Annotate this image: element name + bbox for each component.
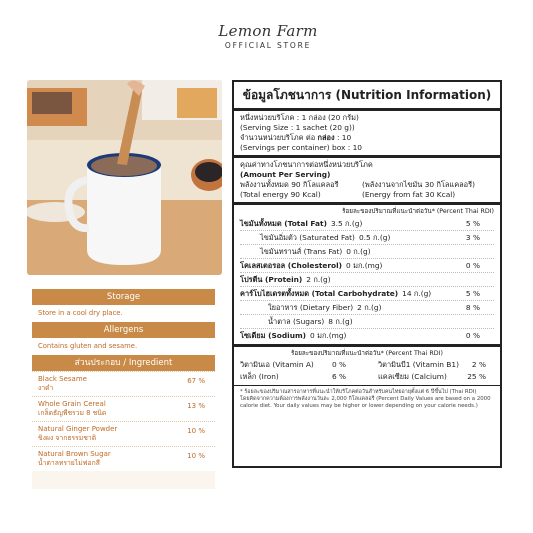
nutrient-label: ใยอาหาร (Dietary Fiber) [268,303,354,312]
footnote-th: * ร้อยละของปริมาณสารอาหารที่แนะนำให้บริโภคต่อวันสำหรับคนไทยอายุตั้งแต่ 6 ปีขึ้นไป (Thai RDI) [240,389,477,395]
energy-th-row [240,180,494,190]
vitamin-section [234,344,500,385]
ingredient-item [32,446,215,471]
nutrient-amount: 0.5 ก.(g) [358,233,391,242]
ingredient-pct: 13 % [187,402,205,410]
ingredient-item [32,371,215,396]
vitamin-row [240,359,494,371]
vitamin-left-pct: 6 % [332,372,347,381]
nutrient-amount: 0 ก.(g) [346,247,371,256]
nutrition-footnote [234,385,500,413]
ingredient-item [32,396,215,421]
nutrient-row [240,259,494,273]
ingredient-thai: เกล็ดธัญพืชรวม 8 ชนิด [38,409,107,417]
nutrient-label: น้ำตาล (Sugars) [268,317,325,326]
brand-logo [210,22,326,50]
nutrient-amount: 14 ก.(g) [402,289,432,298]
ingredient-pct: 67 % [187,377,205,385]
nutrient-label: โคเลสเตอรอล (Cholesterol) [240,261,343,270]
nutrient-amount: 2 ก.(g) [306,275,331,284]
nutrition-panel [232,80,502,468]
nutrient-amount: 8 ก.(g) [328,317,353,326]
ingredient-name: Whole Grain Cereal [38,400,106,408]
nutrient-pct: 0 % [465,331,480,340]
brand-sub: OFFICIAL STORE [224,41,312,50]
nutrient-pct: 8 % [465,303,480,312]
serving-section [234,108,500,155]
nutrient-row [240,273,494,287]
nutrient-pct: 0 % [465,261,480,270]
ingredient-pct: 10 % [187,452,205,460]
energy-fat-en: (Energy from fat 30 Kcal) [362,190,456,199]
rdi-note-vitamins: ร้อยละของปริมาณที่แนะนำต่อวัน* (Percent Thai RDI) [291,350,443,357]
allergens-text: Contains gluten and sesame. [32,338,215,355]
footnote-th2: โดยคิดจากความต้องการพลังงานวันละ 2,000 กิโลแคลอรี (Percent Daily Values are based on a 2000 [240,396,491,402]
nutrient-row [240,245,494,259]
per-container-en: (Servings per container) box : 10 [240,143,362,152]
vitamin-right-label: แคลเซียม (Calcium) [378,372,447,381]
nutrient-row [240,217,494,231]
nutrient-row [240,301,494,315]
nutrient-row [240,287,494,301]
nutrient-pct: 5 % [465,219,480,228]
footnote-en: calorie diet. Your daily values may be higher or lower depending on your calorie needs.) [240,403,478,409]
ingredient-name: Black Sesame [38,375,87,383]
brand-name: Lemon Farm [218,22,318,40]
energy-section [234,155,500,202]
nutrient-amount: 0 มก.(mg) [310,331,347,340]
nutrient-pct: 3 % [465,233,480,242]
ingredient-name: Natural Brown Sugar [38,450,111,458]
nutrient-label: โปรตีน (Protein) [240,275,303,284]
vitamin-right-pct: 2 % [471,360,486,369]
storage-title: Storage [32,289,215,305]
nutrient-amount: 3.5 ก.(g) [330,219,363,228]
per-container-unit: กล่อง [317,133,335,142]
storage-text: Store in a cool dry place. [32,305,215,322]
product-info-panel [32,289,215,489]
ingredient-thai: ขิงผง จากธรรมชาติ [38,434,97,442]
vitamin-right-pct: 25 % [467,372,486,381]
vitamin-left-label: วิตามินเอ (Vitamin A) [240,360,314,369]
nutrient-amount: 2 ก.(g) [357,303,382,312]
nutrient-row [240,315,494,329]
serving-en: (Serving Size : 1 sachet (20 g)) [240,123,355,132]
energy-en: (Total energy 90 Kcal) [240,190,321,199]
nutrient-pct: 5 % [465,289,480,298]
ingredient-thai: งาดำ [38,384,54,392]
vitamin-row [240,371,494,383]
product-photo [27,80,222,275]
nutrient-label: คาร์โบไฮเดรตทั้งหมด (Total Carbohydrate) [240,289,399,298]
ingredient-pct: 10 % [187,427,205,435]
ingredient-name: Natural Ginger Powder [38,425,118,433]
allergens-title: Allergens [32,322,215,338]
ingredient-thai: น้ำตาลทรายไม่ฟอกสี [38,459,100,467]
nutrient-label: ไขมันทั้งหมด (Total Fat) [240,219,327,228]
nutrient-row [240,329,494,342]
nutrient-amount: 0 มก.(mg) [346,261,383,270]
per-container-label: จำนวนหน่วยบริโภค ต่อ [240,133,316,142]
nutrient-label: ไขมันทรานส์ (Trans Fat) [260,247,343,256]
nutrient-label: โซเดียม (Sodium) [240,331,307,340]
ingredient-item [32,421,215,446]
nutrient-row [240,231,494,245]
serving-th: หนึ่งหน่วยบริโภค : 1 กล่อง (20 กรัม) [240,113,359,122]
amount-th: คุณค่าทางโภชนาการต่อหนึ่งหน่วยบริโภค [240,160,373,169]
rdi-note: ร้อยละของปริมาณที่แนะนำต่อวัน* (Percent Thai RDI) [342,208,494,215]
nutrient-section [234,202,500,344]
vitamin-left-label: เหล็ก (Iron) [240,372,279,381]
per-container-value: : 10 [336,133,352,142]
nutrient-label: ไขมันอิ่มตัว (Saturated Fat) [260,233,355,242]
energy-en-row [240,190,494,200]
energy-th: พลังงานทั้งหมด 90 กิโลแคลอรี [240,180,339,189]
nutrition-title: ข้อมูลโภชนาการ (Nutrition Information) [242,88,492,102]
vitamin-left-pct: 0 % [332,360,347,369]
amount-en: (Amount Per Serving) [240,170,331,179]
per-container-th [240,133,494,143]
energy-fat-th: (พลังงานจากไขมัน 30 กิโลแคลอรี) [362,180,475,189]
vitamin-right-label: วิตามินบี1 (Vitamin B1) [378,360,459,369]
ingredient-title: ส่วนประกอบ / Ingredient [32,355,215,371]
